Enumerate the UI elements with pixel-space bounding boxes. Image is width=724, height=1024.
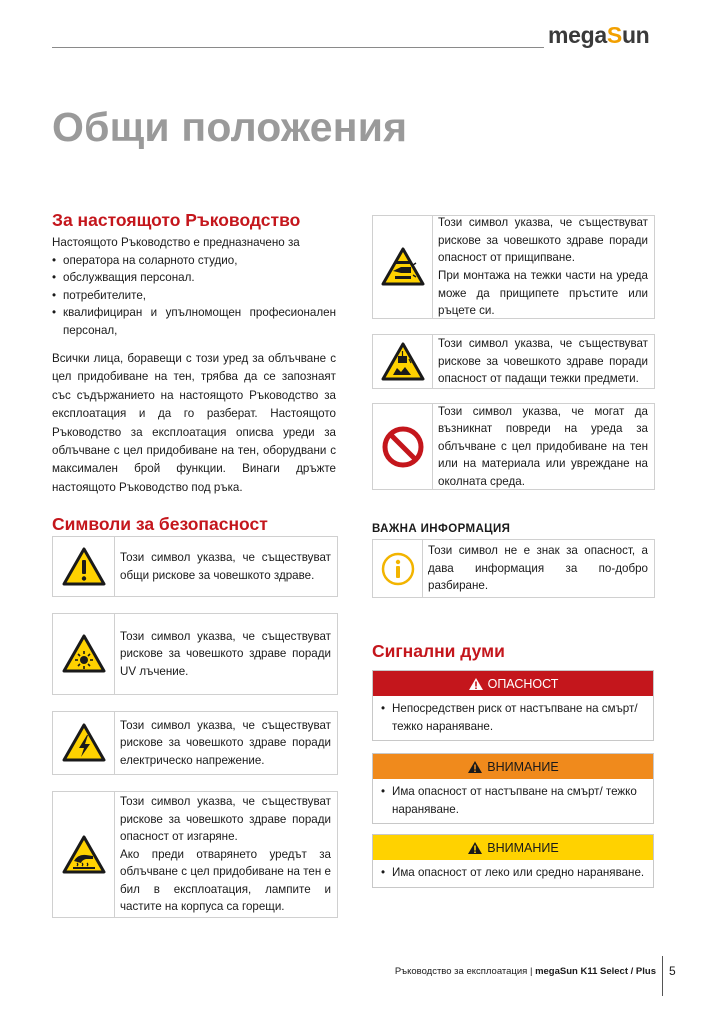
symbol-hand-crush	[372, 215, 655, 319]
symbol-prohibition	[372, 403, 655, 490]
manual-intro: Настоящото Ръководство е предназначено за	[52, 236, 300, 249]
symbol-falling-objects	[372, 334, 655, 389]
signal-danger-box	[372, 670, 654, 741]
footer-text	[395, 966, 656, 977]
list-item: • Непосредствен риск от настъпване на смърт/ тежко нараняване.	[381, 700, 645, 735]
symbol-text: Този символ указва, че съществуват рискове за човешкото здраве поради опасност от падащи тежки предмети.	[438, 337, 648, 386]
logo-suffix: un	[621, 22, 650, 48]
signal-warning-list	[373, 779, 653, 823]
manual-paragraph: Всички лица, боравещи с този уред за облъчване с цел придобиване на тен, трябва да се запознаят със съдържанието на настоящото Ръководство за експлоатация и да го разберат. Настоящото Ръководство за експлоатация описва уреди за облъчване с цел придобиване на тен, оборудвани с максимален брой функции. Винаги дръжте настоящото Ръководство под ръка.	[52, 352, 336, 494]
signal-caution-bar	[373, 835, 653, 860]
safety-symbol-general	[52, 536, 338, 597]
logo-prefix: mega	[548, 22, 607, 48]
warning-triangle-icon	[467, 760, 483, 774]
list-item: • обслужващия персонал.	[52, 269, 336, 287]
megasun-logo	[548, 22, 649, 49]
safety-symbol-hot-surface	[52, 791, 338, 918]
hand-crush-warning-icon	[373, 216, 433, 318]
information-icon	[373, 540, 423, 597]
list-item: • потребителите,	[52, 287, 336, 305]
signal-warning-label: ВНИМАНИЕ	[487, 759, 559, 774]
list-item: • оператора на соларното студио,	[52, 252, 336, 270]
important-info-label: ВАЖНА ИНФОРМАЦИЯ	[372, 523, 511, 535]
signal-warning-bar	[373, 754, 653, 779]
signal-caution-box	[372, 834, 654, 888]
prohibition-icon	[373, 404, 433, 489]
signal-danger-bar	[373, 671, 653, 696]
safety-symbol-text: Този символ указва, че съществуват рискове за човешкото здраве поради електрическо напрежение.	[120, 718, 331, 767]
safety-symbol-electric	[52, 711, 338, 775]
page-number: 5	[669, 964, 676, 978]
footer-divider	[662, 956, 663, 996]
safety-heading: Символи за безопасност	[52, 514, 268, 534]
safety-symbol-text: Този символ указва, че съществуват рискове за човешкото здраве поради опасност от изгаряне.	[120, 794, 331, 844]
manual-intro-block	[52, 234, 336, 340]
safety-symbol-uv	[52, 613, 338, 695]
list-item: • квалифициран и упълномощен професионален персонал,	[52, 304, 336, 339]
important-info-text: Този символ не е знак за опасност, а дава информация за по-добро разбиране.	[428, 544, 648, 593]
signal-danger-list	[373, 696, 653, 740]
header-rule	[52, 47, 544, 48]
footer-product: megaSun K11 Select / Plus	[535, 966, 656, 977]
footer-label: Ръководство за експлоатация |	[394, 966, 536, 977]
symbol-text: Този символ указва, че съществуват рискове за човешкото здраве поради опасност от прищипване.	[438, 216, 648, 265]
warning-triangle-icon	[467, 841, 483, 855]
manual-heading: За настоящото Ръководство	[52, 210, 301, 230]
list-item: • Има опасност от леко или средно нараняване.	[381, 864, 645, 882]
signal-words-heading: Сигнални думи	[372, 641, 505, 661]
manual-bullet-list	[52, 252, 336, 340]
signal-warning-box	[372, 753, 654, 824]
logo-accent: S	[606, 22, 622, 48]
safety-symbol-text: Този символ указва, че съществуват общи рискове за човешкото здраве.	[120, 550, 331, 582]
safety-symbol-text-extra: Ако преди отварянето уредът за облъчване с цел придобиване на тен е бил в експлоатация, лампите и частите на корпуса са горещи.	[120, 847, 331, 914]
general-warning-icon	[53, 537, 115, 596]
signal-danger-label: ОПАСНОСТ	[487, 676, 559, 691]
falling-objects-warning-icon	[373, 335, 433, 388]
safety-symbol-text: Този символ указва, че съществуват рискове за човешкото здраве поради UV лъчение.	[120, 629, 331, 678]
uv-radiation-warning-icon	[53, 614, 115, 694]
symbol-text: Този символ указва, че могат да възникнат повреди на уреда за облъчване с цел придобиване на тен или на материала или увреждане на околната среда.	[438, 404, 648, 488]
electric-voltage-warning-icon	[53, 712, 115, 774]
important-info-box	[372, 539, 655, 598]
page-title: Общи положения	[52, 104, 408, 150]
hot-surface-warning-icon	[53, 792, 115, 917]
symbol-text-extra: При монтажа на тежки части на уреда може да прищипете пръстите или ръцете си.	[438, 269, 648, 318]
signal-caution-label: ВНИМАНИЕ	[487, 840, 559, 855]
list-item: • Има опасност от настъпване на смърт/ тежко нараняване.	[381, 783, 645, 818]
signal-caution-list	[373, 860, 653, 887]
warning-triangle-icon	[468, 677, 484, 691]
